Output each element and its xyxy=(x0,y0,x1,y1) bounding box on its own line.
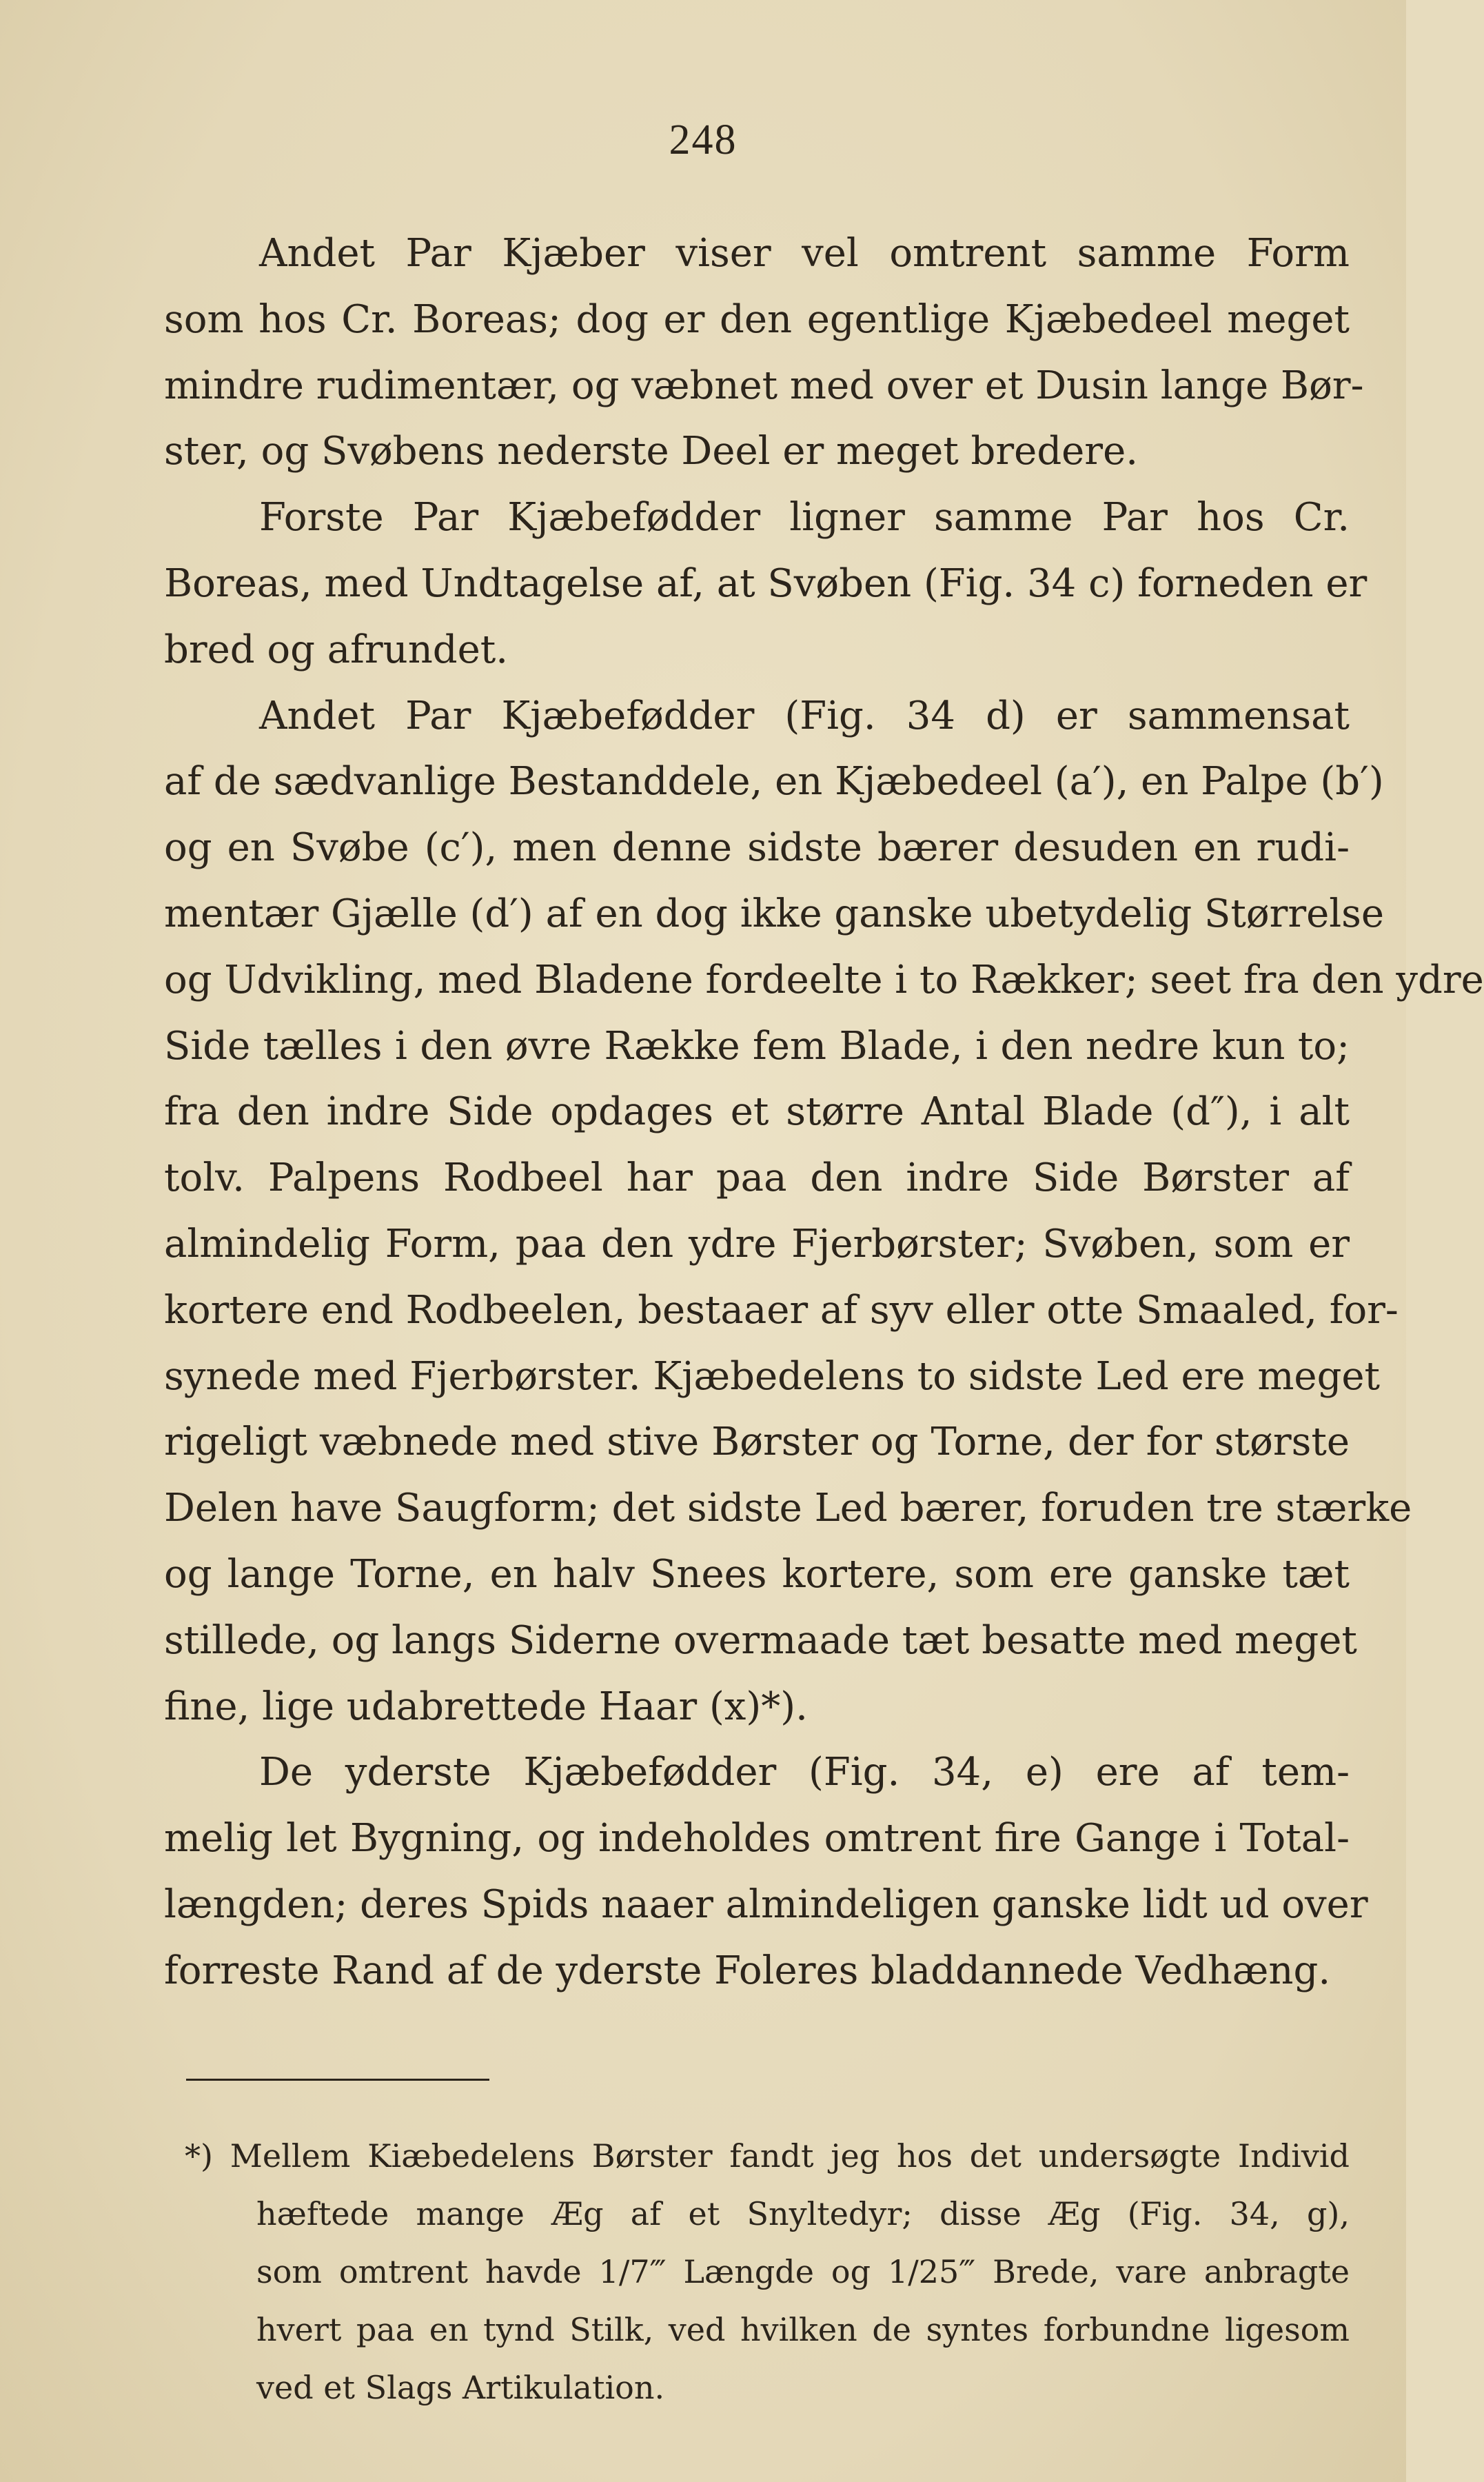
text-line: tolv. Palpens Rodbeel har paa den indre Side Børster af xyxy=(164,1156,1350,1201)
text-line: almindelig Form, paa den ydre Fjerbørster; Svøben, som er xyxy=(164,1221,1350,1267)
footnote-line: som omtrent havde 1/7‴ Længde og 1/25‴ Brede, vare anbragte xyxy=(256,2253,1350,2290)
text-line: Boreas, med Undtagelse af, at Svøben (Fig. 34 c) forneden er xyxy=(164,561,1368,606)
footnote-line: hæftede mange Æg af et Snyltedyr; disse Æg (Fig. 34, g), xyxy=(256,2195,1350,2232)
text-line: Andet Par Kjæbefødder (Fig. 34 d) er sammensat xyxy=(259,693,1350,738)
text-line: forreste Rand af de yderste Foleres bladdannede Vedhæng. xyxy=(164,1948,1331,1993)
text-line: Forste Par Kjæbefødder ligner samme Par hos Cr. xyxy=(259,495,1350,541)
footnote-line: *) Mellem Kiæbedelens Børster fandt jeg hos det undersøgte Individ xyxy=(185,2137,1350,2175)
body-text xyxy=(164,221,1484,2004)
text-line: bred og afrundet. xyxy=(164,627,509,672)
text-line: af de sædvanlige Bestanddele, en Kjæbedeel (a′), en Palpe (b′) xyxy=(164,759,1384,805)
footnote-line: ved et Slags Artikulation. xyxy=(256,2369,665,2406)
text-line: stillede, og langs Siderne overmaade tæt besatte med meget xyxy=(164,1617,1357,1663)
text-line: synede med Fjerbørster. Kjæbedelens to sidste Led ere meget xyxy=(164,1353,1381,1399)
text-line: Andet Par Kjæber viser vel omtrent samme Form xyxy=(259,231,1350,276)
text-line: Delen have Saugform; det sidste Led bærer, foruden tre stærke xyxy=(164,1486,1412,1531)
text-line: melig let Bygning, og indeholdes omtrent fire Gange i Total- xyxy=(164,1816,1350,1862)
text-line: og lange Torne, en halv Snees kortere, som ere ganske tæt xyxy=(164,1551,1350,1597)
text-line: mentær Gjælle (d′) af en dog ikke ganske ubetydelig Størrelse xyxy=(164,891,1385,936)
text-line: kortere end Rodbeelen, bestaaer af syv eller otte Smaaled, for- xyxy=(164,1287,1399,1333)
footnote-divider xyxy=(186,2079,489,2081)
text-line: som hos Cr. Boreas; dog er den egentlige Kjæbedeel meget xyxy=(164,296,1350,342)
page-number: 248 xyxy=(669,117,738,163)
text-line: Side tælles i den øvre Række fem Blade, i den nedre kun to; xyxy=(164,1023,1350,1069)
text-line: fine, lige udabrettede Haar (x)*). xyxy=(164,1684,808,1729)
text-line: rigeligt væbnede med stive Børster og Torne, der for største xyxy=(164,1420,1350,1465)
footnote-line: hvert paa en tynd Stilk, ved hvilken de syntes forbundne ligesom xyxy=(256,2311,1350,2348)
text-line: og Udvikling, med Bladene fordeelte i to Rækker; seet fra den ydre xyxy=(164,957,1484,1002)
text-line: De yderste Kjæbefødder (Fig. 34, e) ere af tem- xyxy=(259,1750,1350,1795)
text-line: ster, og Svøbens nederste Deel er meget bredere. xyxy=(164,429,1139,474)
text-line: mindre rudimentær, og væbnet med over et Dusin lange Bør- xyxy=(164,363,1364,408)
text-line: længden; deres Spids naaer almindeligen ganske lidt ud over xyxy=(164,1881,1368,1927)
text-line: fra den indre Side opdages et større Antal Blade (d″), i alt xyxy=(164,1089,1350,1135)
footnote xyxy=(185,2127,1350,2417)
text-line: og en Svøbe (c′), men denne sidste bærer desuden en rudi- xyxy=(164,825,1350,871)
